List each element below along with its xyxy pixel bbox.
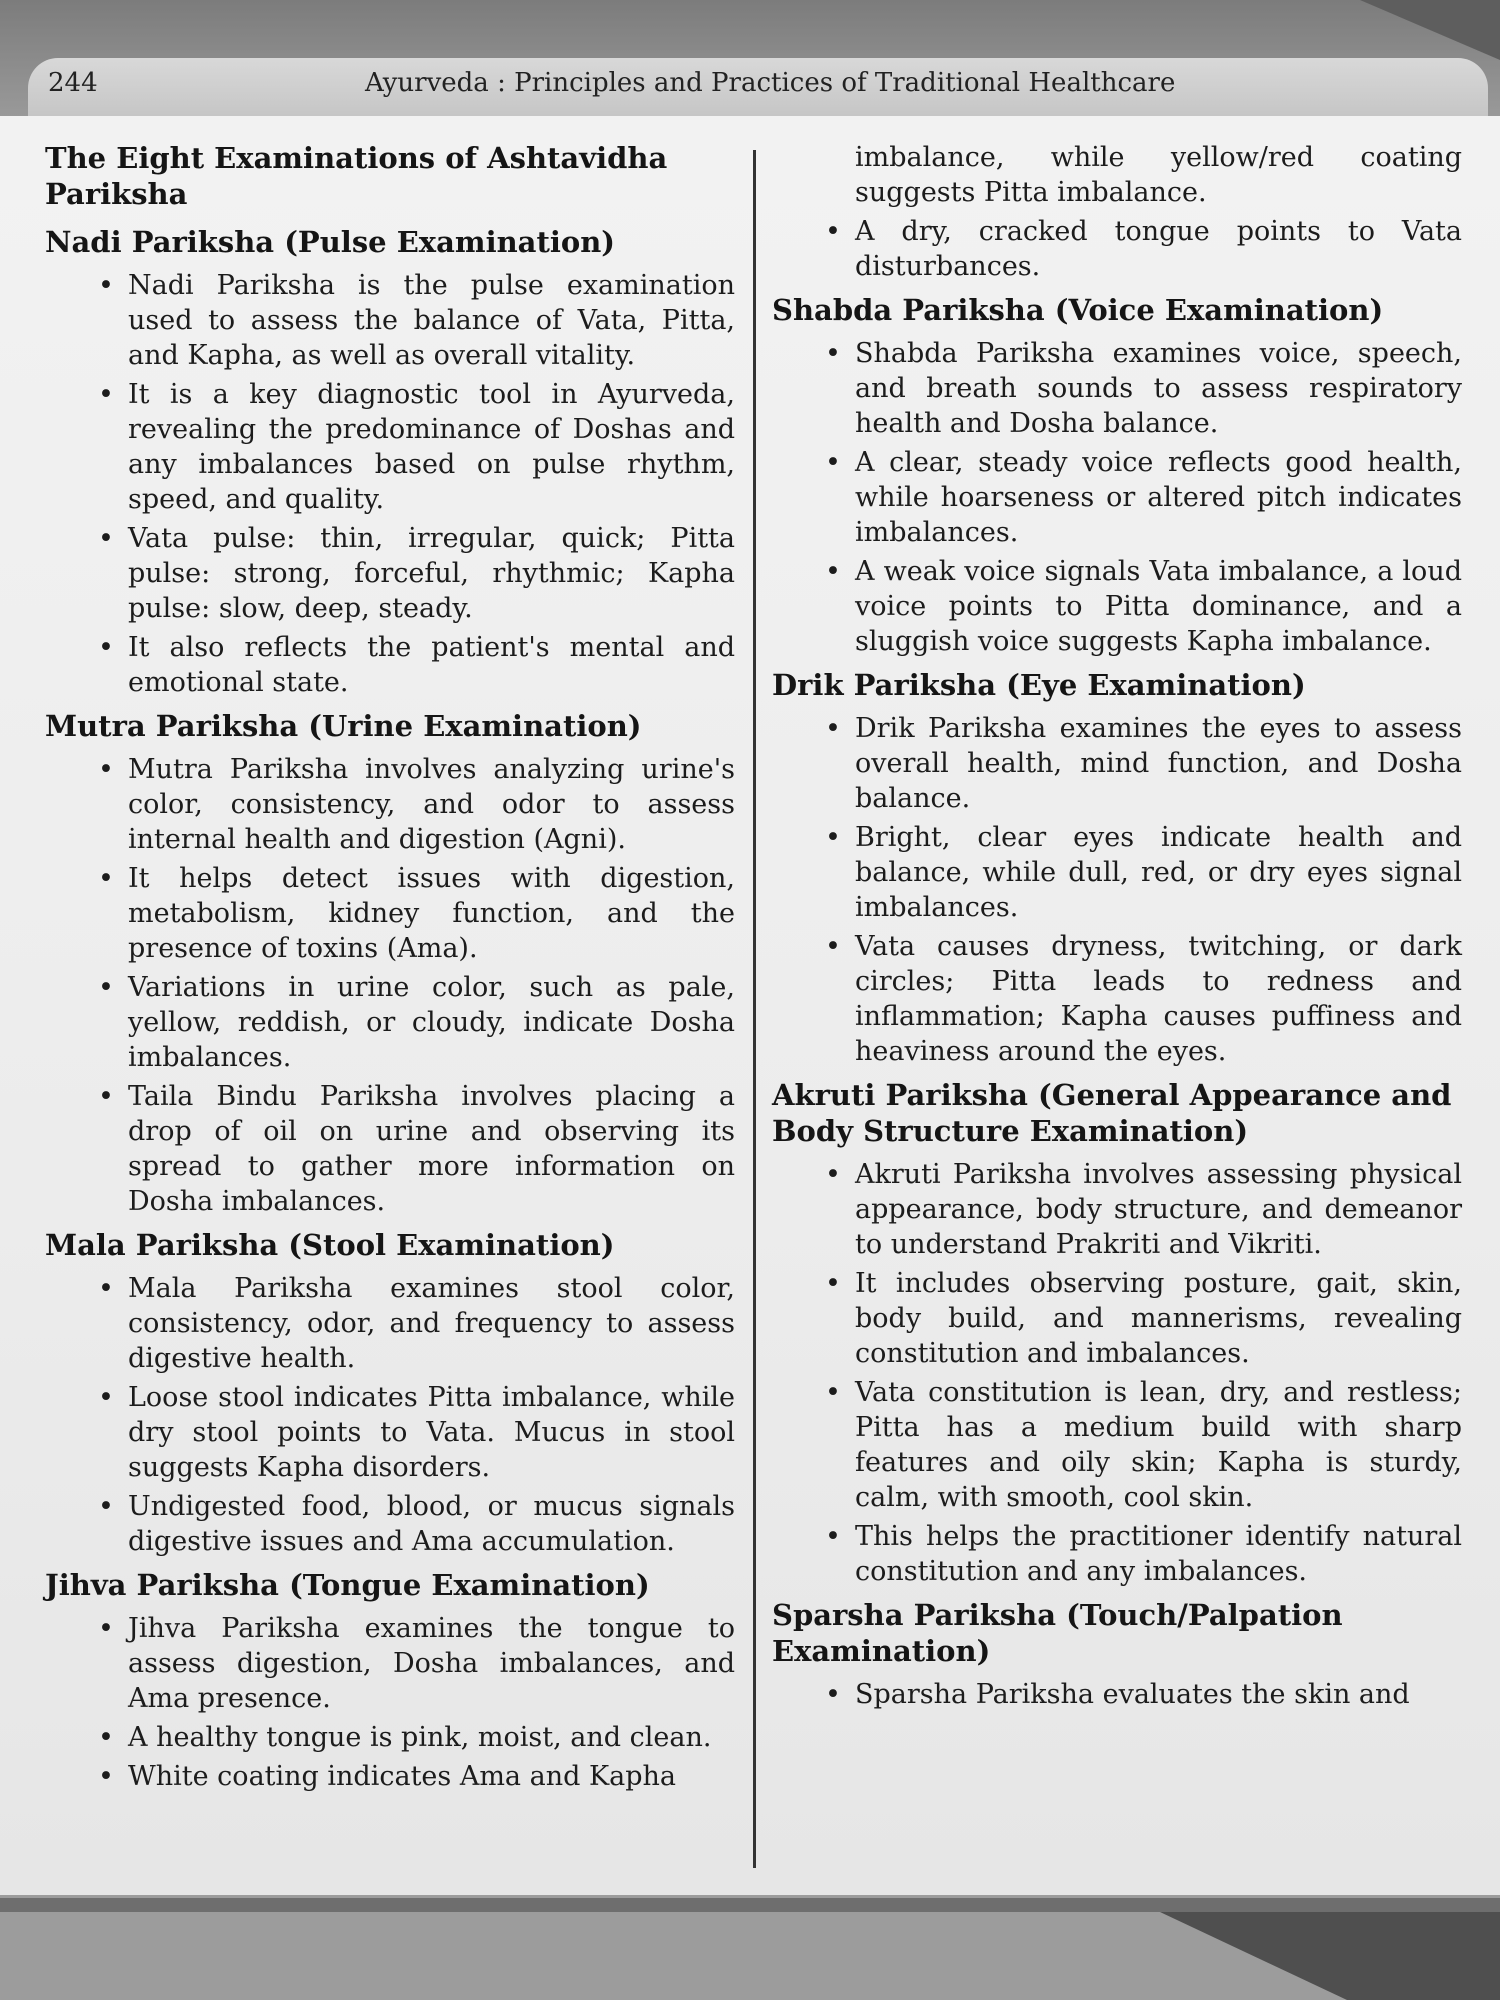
bullet-list-mutra [45,752,735,1219]
page-title: The Eight Examinations of Ashtavidha Pariksha [45,141,668,211]
bullet-icon: • [98,1081,114,1112]
bullet-icon: • [98,754,114,785]
bullet-icon: • [825,338,841,369]
bullet-list-nadi [45,268,735,700]
list-item: • This helps the practitioner identify natural constitution and any imbalances. [825,1521,1462,1587]
section-heading-shabda: Shabda Pariksha (Voice Examination) [772,293,1384,327]
page-bottom-shadow [0,1898,1500,1912]
section-heading-sparsha: Sparsha Pariksha (Touch/Palpation Examination) [772,1598,1343,1668]
list-item: • White coating indicates Ama and Kapha [98,1761,677,1792]
section-heading-mutra: Mutra Pariksha (Urine Examination) [45,709,642,743]
bullet-icon: • [825,1521,841,1552]
list-item: • A weak voice signals Vata imbalance, a loud voice points to Pitta dominance, and a sluggish voice suggests Kapha imbalance. [825,556,1462,657]
list-item: • Shabda Pariksha examines voice, speech, and breath sounds to assess respiratory health and Dosha balance. [825,338,1462,439]
bullet-list-mala [45,1271,735,1559]
list-item: • A healthy tongue is pink, moist, and clean. [98,1722,712,1753]
list-item: • It is a key diagnostic tool in Ayurveda, revealing the predominance of Doshas and any imbalances based on pulse rhythm, speed, and quality. [98,379,735,515]
list-item: • Bright, clear eyes indicate health and balance, while dull, red, or dry eyes signal imbalances. [825,822,1462,923]
list-item: • It includes observing posture, gait, skin, body build, and mannerisms, revealing constitution and imbalances. [825,1268,1462,1369]
bullet-icon: • [98,1491,114,1522]
running-title: Ayurveda : Principles and Practices of Traditional Healthcare [365,68,1176,98]
bullet-icon: • [825,1159,841,1190]
bullet-icon: • [98,523,114,554]
bullet-icon: • [98,1273,114,1304]
bullet-list-akruti [772,1157,1462,1589]
bullet-icon: • [825,216,841,247]
section-heading-drik: Drik Pariksha (Eye Examination) [772,668,1306,702]
bullet-list-drik [772,711,1462,1069]
bullet-icon: • [825,822,841,853]
list-item: • Drik Pariksha examines the eyes to assess overall health, mind function, and Dosha balance. [825,713,1462,814]
section-heading-jihva: Jihva Pariksha (Tongue Examination) [45,1568,650,1602]
list-item: • Sparsha Pariksha evaluates the skin and [825,1679,1410,1710]
list-item: • Undigested food, blood, or mucus signals digestive issues and Ama accumulation. [98,1491,735,1557]
list-item: • Variations in urine color, such as pale, yellow, reddish, or cloudy, indicate Dosha imbalances. [98,972,735,1073]
bullet-icon: • [98,972,114,1003]
bullet-icon: • [825,556,841,587]
list-item: • Vata constitution is lean, dry, and restless; Pitta has a medium build with sharp features and oily skin; Kapha is sturdy, calm, with smooth, cool skin. [825,1377,1462,1513]
bullet-icon: • [825,447,841,478]
section-heading-nadi: Nadi Pariksha (Pulse Examination) [45,225,616,259]
bullet-list-jihva [45,1611,735,1794]
bullet-icon: • [825,1377,841,1408]
list-item: • Taila Bindu Pariksha involves placing a drop of oil on urine and observing its spread to gather more information on Dosha imbalances. [98,1081,735,1217]
bullet-icon: • [825,1268,841,1299]
list-item: • Nadi Pariksha is the pulse examination used to assess the balance of Vata, Pitta, and Kapha, as well as overall vitality. [98,270,735,371]
section-heading-akruti: Akruti Pariksha (General Appearance and Body Structure Examination) [772,1078,1452,1148]
section-heading-mala: Mala Pariksha (Stool Examination) [45,1228,615,1262]
right-column [772,140,1462,1720]
page-number: 244 [48,68,98,98]
list-item: • A dry, cracked tongue points to Vata disturbances. [825,216,1462,282]
list-item: • Jihva Pariksha examines the tongue to assess digestion, Dosha imbalances, and Ama presence. [98,1613,735,1714]
bullet-icon: • [825,931,841,962]
bullet-icon: • [825,713,841,744]
bullet-icon: • [98,1382,114,1413]
bullet-icon: • [98,379,114,410]
bullet-icon: • [98,863,114,894]
bullet-icon: • [98,1761,114,1792]
column-divider [753,150,756,1868]
list-item: • Loose stool indicates Pitta imbalance, while dry stool points to Vata. Mucus in stool suggests Kapha disorders. [98,1382,735,1483]
bullet-list-sparsha [772,1677,1462,1712]
list-item: • A clear, steady voice reflects good health, while hoarseness or altered pitch indicates imbalances. [825,447,1462,548]
bullet-icon: • [98,1613,114,1644]
list-item: • Mala Pariksha examines stool color, consistency, odor, and frequency to assess digestive health. [98,1273,735,1374]
bullet-icon: • [825,1679,841,1710]
list-item: • Mutra Pariksha involves analyzing urine's color, consistency, and odor to assess internal health and digestion (Agni). [98,754,735,855]
bullet-icon: • [98,1722,114,1753]
continued-text: imbalance, while yellow/red coating suggests Pitta imbalance. [855,142,1462,208]
list-item: • It also reflects the patient's mental and emotional state. [98,632,735,698]
bullet-list-shabda [772,336,1462,659]
list-item: • Vata causes dryness, twitching, or dark circles; Pitta leads to redness and inflammation; Kapha causes puffiness and heaviness around the eyes. [825,931,1462,1067]
list-item: • It helps detect issues with digestion, metabolism, kidney function, and the presence of toxins (Ama). [98,863,735,964]
list-item: • Vata pulse: thin, irregular, quick; Pitta pulse: strong, forceful, rhythmic; Kapha pulse: slow, deep, steady. [98,523,735,624]
bullet-icon: • [98,632,114,663]
list-item: • Akruti Pariksha involves assessing physical appearance, body structure, and demeanor to understand Prakriti and Vikriti. [825,1159,1462,1260]
bullet-icon: • [98,270,114,301]
left-column [45,140,735,1802]
bullet-list-jihva-continued [772,214,1462,284]
